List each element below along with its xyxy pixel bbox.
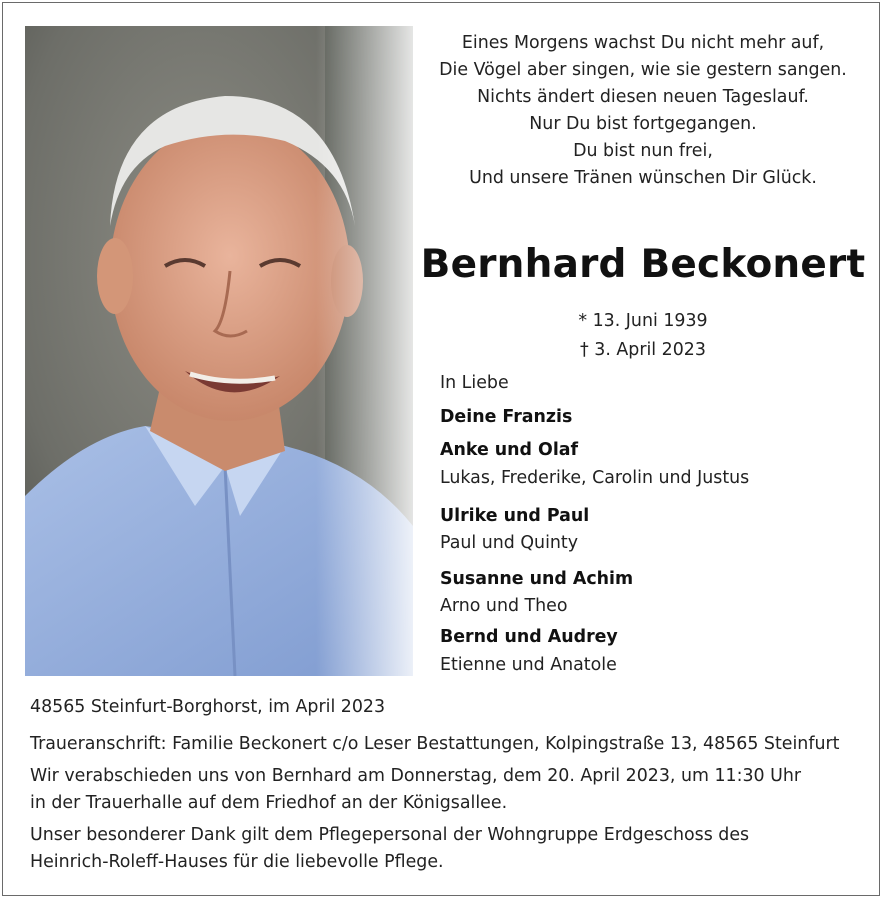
family-children: Lukas, Frederike, Carolin und Justus	[440, 468, 750, 488]
birth-date: * 13. Juni 1939	[578, 311, 708, 331]
death-date: † 3. April 2023	[580, 340, 706, 360]
family-name: Bernd und Audrey	[440, 627, 618, 647]
family-children: Arno und Theo	[440, 596, 568, 616]
family-intro: In Liebe	[440, 373, 509, 393]
mourning-address: Traueranschrift: Familie Beckonert c/o Leser Bestattungen, Kolpingstraße 13, 48565 Steinfurt	[30, 734, 840, 754]
portrait-photo	[25, 26, 413, 676]
farewell-line: in der Trauerhalle auf dem Friedhof an der Königsallee.	[30, 793, 508, 813]
family-name: Anke und Olaf	[440, 440, 579, 460]
family-name: Deine Franzis	[440, 407, 573, 427]
life-dates	[420, 307, 866, 365]
poem-line: Und unsere Tränen wünschen Dir Glück.	[469, 168, 817, 188]
poem	[420, 30, 866, 192]
poem-line: Die Vögel aber singen, wie sie gestern sangen.	[439, 60, 847, 80]
poem-line: Du bist nun frei,	[573, 141, 713, 161]
poem-line: Nichts ändert diesen neuen Tageslauf.	[477, 87, 809, 107]
deceased-name: Bernhard Beckonert	[420, 242, 866, 287]
farewell-line: Wir verabschieden uns von Bernhard am Donnerstag, dem 20. April 2023, um 11:30 Uhr	[30, 766, 802, 786]
poem-line: Nur Du bist fortgegangen.	[529, 114, 757, 134]
family-name: Susanne und Achim	[440, 569, 634, 589]
family-children: Etienne und Anatole	[440, 655, 617, 675]
thanks-line: Unser besonderer Dank gilt dem Pflegepersonal der Wohngruppe Erdgeschoss des	[30, 825, 750, 845]
family-name: Ulrike und Paul	[440, 506, 590, 526]
poem-line: Eines Morgens wachst Du nicht mehr auf,	[461, 33, 825, 53]
family-children: Paul und Quinty	[440, 533, 579, 553]
place-date: 48565 Steinfurt-Borghorst, im April 2023	[30, 697, 386, 717]
thanks-line: Heinrich-Roleff-Hauses für die liebevolle Pflege.	[30, 852, 444, 872]
